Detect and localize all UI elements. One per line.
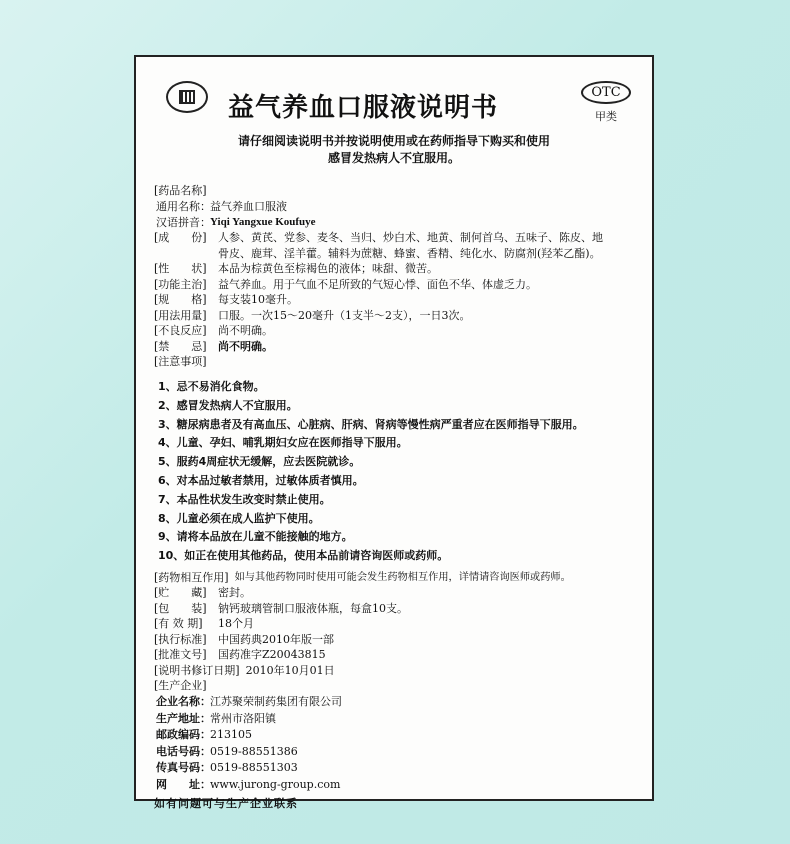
field-label: [不良反应] <box>154 324 207 337</box>
field-value: 钠钙玻璃管制口服液体瓶，每盒10支。 <box>218 601 408 615</box>
postcode-row <box>154 727 642 744</box>
instruction-sheet <box>134 55 654 811</box>
list-item: 10、如正在使用其他药品，使用本品前请咨询医师或药师。 <box>158 549 449 563</box>
ingredients-row <box>154 230 642 246</box>
field-value: 每支装10毫升。 <box>218 293 298 306</box>
field-value: 如与其他药物同时使用可能会发生药物相互作用，详情请咨询医师或药师。 <box>234 571 571 583</box>
common-name-row <box>154 199 642 215</box>
list-item: 4、儿童、孕妇、哺乳期妇女应在医师指导下服用。 <box>158 436 408 450</box>
company-logo-icon <box>166 81 208 113</box>
contact-note: 如有问题可与生产企业联系 <box>154 797 298 811</box>
field-value: 本品为棕黄色至棕褐色的液体；味甜、微苦。 <box>218 262 438 275</box>
fax-row <box>154 760 642 777</box>
otc-category: 甲类 <box>595 110 617 123</box>
list-item: 5、服药4周症状无缓解，应去医院就诊。 <box>158 455 361 469</box>
list-item: 2、感冒发热病人不宜服用。 <box>158 398 298 412</box>
field-value: 密封。 <box>218 586 251 600</box>
list-item: 3、糖尿病患者及有高血压、心脏病、肝病、肾病等慢性病严重者应在医师指导下服用。 <box>158 417 584 431</box>
list-item: 6、对本品过敏者禁用，过敏体质者慎用。 <box>158 473 364 487</box>
document-title: 益气养血口服液说明书 <box>228 93 499 123</box>
field-value: 尚不明确。 <box>218 339 273 353</box>
field-label: [规 格] <box>154 293 207 306</box>
warning-line-2: 感冒发热病人不宜服用。 <box>327 151 460 165</box>
section-heading: [注意事项] <box>154 355 207 368</box>
usage-warning <box>136 133 652 167</box>
field-value: 人参、黄芪、党参、麦冬、当归、炒白术、地黄、制何首乌、五味子、陈皮、地 <box>218 231 603 244</box>
field-label: 邮政编码： <box>156 728 211 742</box>
field-label: 传真号码： <box>156 761 211 775</box>
field-value: 18个月 <box>218 617 254 631</box>
field-label-spacer <box>154 246 218 262</box>
field-label: [药物相互作用] <box>154 570 229 584</box>
standard-row <box>154 632 642 648</box>
properties-row <box>154 261 642 277</box>
field-label: [说明书修订日期] <box>154 663 240 677</box>
field-value: 2010年10月01日 <box>245 663 335 677</box>
field-value: 益气养血。用于气血不足所致的气短心悸、面色不华、体虚乏力。 <box>218 277 537 291</box>
storage-row <box>154 585 642 601</box>
list-item: 7、本品性状发生改变时禁止使用。 <box>158 492 331 506</box>
field-label: [用法用量] <box>154 308 207 322</box>
field-label: [贮 藏] <box>154 586 207 600</box>
phone-row <box>154 744 642 761</box>
field-label: 网 址： <box>156 777 211 791</box>
field-value: 尚不明确。 <box>218 324 273 337</box>
otc-label: OTC <box>581 81 630 104</box>
website-row <box>154 777 642 794</box>
website-link[interactable]: www.jurong-group.com <box>210 777 341 791</box>
field-value: Yiqi Yangxue Koufuye <box>210 215 316 228</box>
field-value: 国药准字Z20043815 <box>218 648 326 662</box>
field-label: 通用名称： <box>156 200 211 213</box>
address-row <box>154 711 642 728</box>
field-label: [性 状] <box>154 262 207 275</box>
field-label: 生产地址： <box>156 711 211 725</box>
section-heading: [生产企业] <box>154 679 207 693</box>
list-item: 1、忌不易消化食物。 <box>158 380 265 393</box>
dosage-row <box>154 308 642 324</box>
field-label: [有 效 期] <box>154 617 203 631</box>
manufacturer-info <box>154 694 642 793</box>
field-value: 益气养血口服液 <box>210 200 287 213</box>
list-item: 9、请将本品放在儿童不能接触的地方。 <box>158 530 353 544</box>
field-value: 骨皮、鹿茸、淫羊藿。辅料为蔗糖、蜂蜜、香精、纯化水、防腐剂(羟苯乙酯)。 <box>218 246 601 260</box>
field-value: 口服。一次15～20毫升（1支半～2支），一日3次。 <box>218 308 471 322</box>
field-value: 213105 <box>210 728 252 742</box>
specification-row <box>154 292 642 308</box>
ingredients-row-2 <box>154 246 642 262</box>
interactions-row <box>154 570 642 586</box>
validity-row <box>154 616 642 632</box>
field-value: 0519-88551386 <box>210 744 298 758</box>
drug-name-section <box>154 183 642 199</box>
precautions-heading <box>154 354 642 370</box>
adverse-row <box>154 323 642 339</box>
instruction-body <box>154 183 642 811</box>
warning-line-1: 请仔细阅读说明书并按说明使用或在药师指导下购买和使用 <box>237 134 550 148</box>
field-label: [功能主治] <box>154 277 207 291</box>
company-name-row <box>154 694 642 711</box>
field-value: 常州市洛阳镇 <box>210 711 276 725</box>
list-item: 8、儿童必须在成人监护下使用。 <box>158 511 320 525</box>
contraindications-row <box>154 339 642 355</box>
field-label: 企业名称： <box>156 695 211 709</box>
approval-row <box>154 647 642 663</box>
field-label: [执行标准] <box>154 632 207 646</box>
field-label: [包 装] <box>154 601 207 615</box>
precautions-list <box>154 378 642 566</box>
field-value: 江苏聚荣制药集团有限公司 <box>210 695 342 709</box>
indications-row <box>154 277 642 293</box>
field-label: [成 份] <box>154 231 207 244</box>
field-label: [禁 忌] <box>154 339 207 353</box>
field-label: [批准文号] <box>154 648 207 662</box>
otc-badge <box>576 81 636 124</box>
manufacturer-heading <box>154 678 642 694</box>
field-value: 0519-88551303 <box>210 761 298 775</box>
pinyin-row <box>154 215 642 231</box>
field-label: 汉语拼音： <box>156 215 211 229</box>
package-row <box>154 601 642 617</box>
section-heading: [药品名称] <box>154 184 207 197</box>
field-value: 中国药典2010年版一部 <box>218 632 334 646</box>
revision-row <box>154 663 642 679</box>
field-label: 电话号码： <box>156 744 211 758</box>
